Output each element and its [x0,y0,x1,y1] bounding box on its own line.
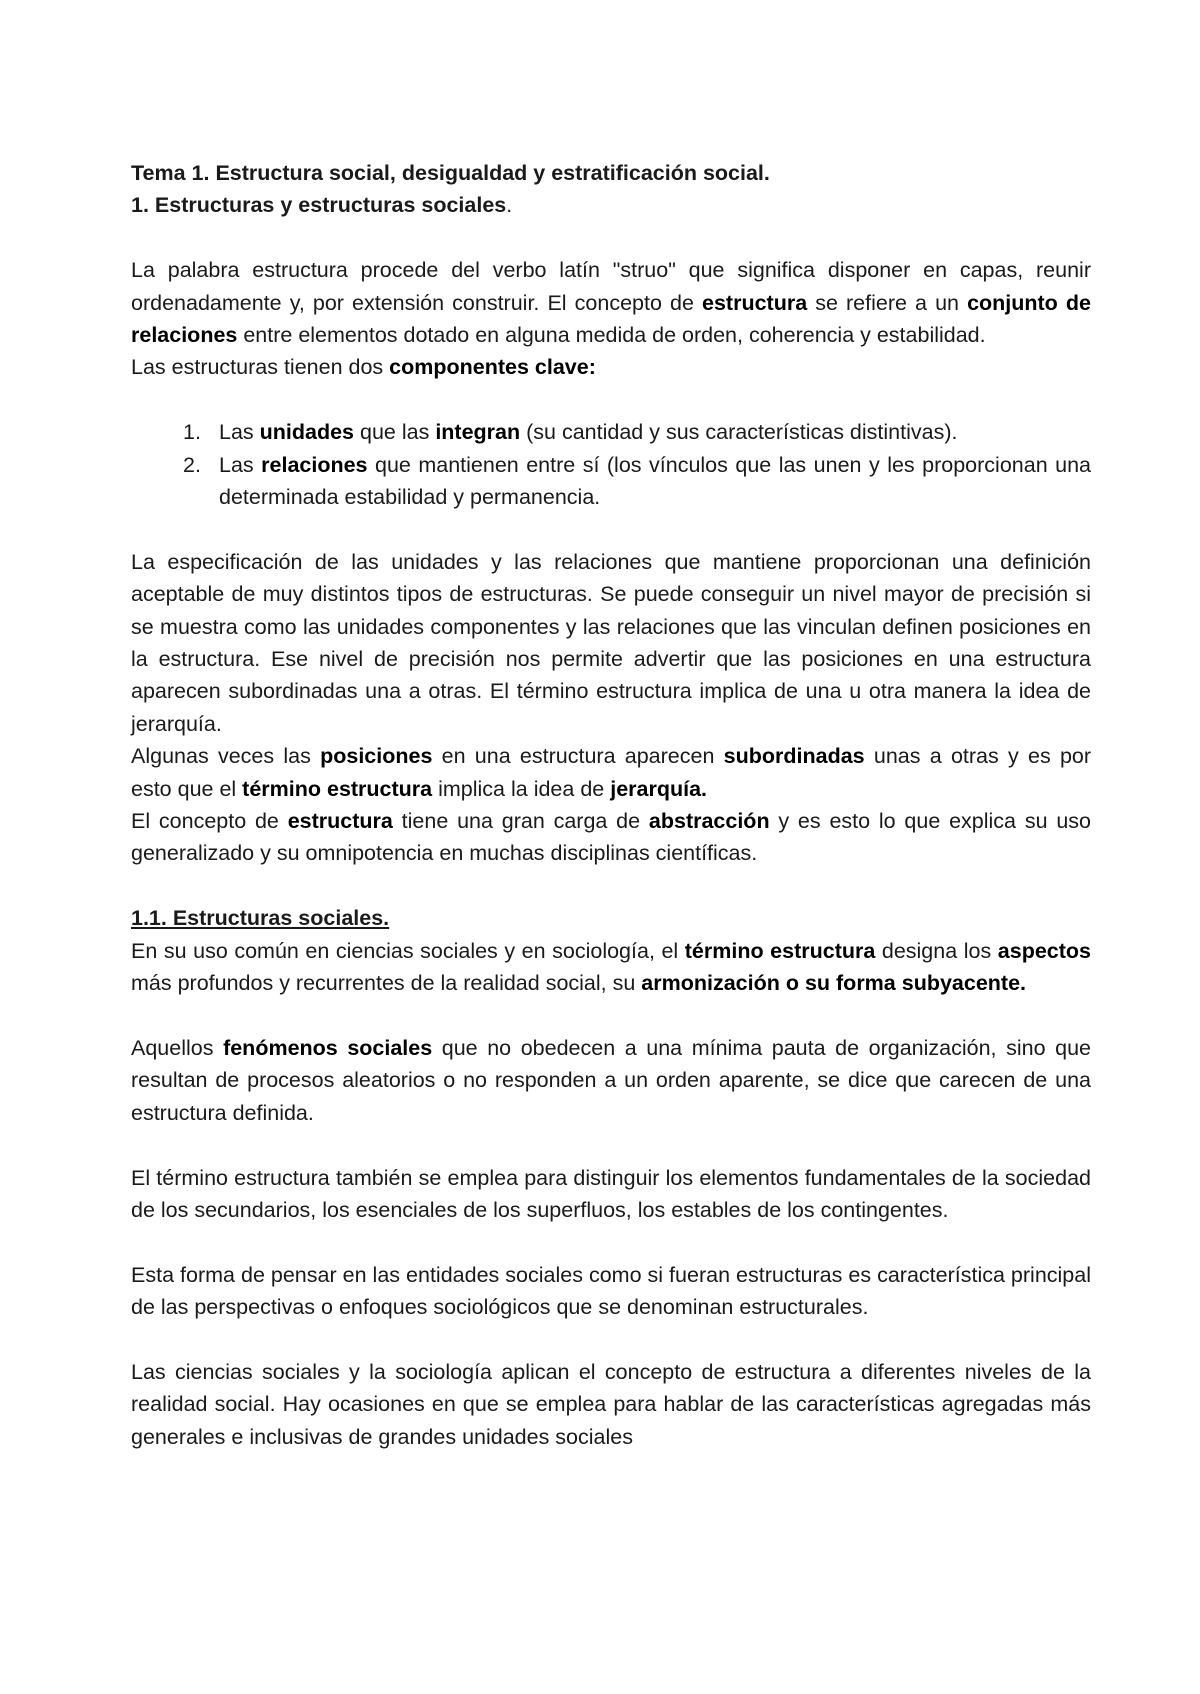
paragraph-niveles: Las ciencias sociales y la sociología aplican el concepto de estructura a diferentes niveles de la realidad social. Hay ocasiones en que se emplea para hablar de las características agregadas más generales e inclusivas de grandes unidades sociales [131,1359,1091,1449]
list-item: 2. Las relaciones que mantienen entre sí (los vínculos que las unen y les proporcionan una determinada estabilidad y permanencia. [183,452,1091,510]
paragraph-especificacion: La especificación de las unidades y las relaciones que mantiene proporcionan una definición aceptable de muy distintos tipos de estructuras. Se puede conseguir un nivel mayor de precisión si se muestra como las unidades componentes y las relaciones que las vinculan definen posiciones en la estructura. Ese nivel de precisión nos permite advertir que las posiciones en una estructura aparecen subordinadas una a otras. El término estructura implica de una u otra manera la idea de jerarquía. [131,549,1091,736]
list-item: 1. Las unidades que las integran (su cantidad y sus características distintivas). [183,420,958,445]
paragraph-abstraccion: El concepto de estructura tiene una gran carga de abstracción y es esto lo que explica su uso generalizado y su omnipotencia en muchas disciplinas científicas. [131,809,1091,866]
paragraph-componentes: Las estructuras tienen dos componentes clave: [131,355,596,380]
section-1-heading-text: 1. Estructuras y estructuras sociales [131,193,507,218]
document-body [131,157,1091,1453]
paragraph-estructura-definition: La palabra estructura procede del verbo latín "struo" que significa disponer en capas, reunir ordenadamente y, por extensión construir. El concepto de estructura se refiere a un conjunto de relaciones entre elementos dotado en alguna medida de orden, coherencia y estabilidad. [131,258,1091,348]
paragraph-perspectivas-estructurales: Esta forma de pensar en las entidades sociales como si fueran estructuras es característica principal de las perspectivas o enfoques sociológicos que se denominan estructurales. [131,1262,1091,1320]
paragraph-posiciones: Algunas veces las posiciones en una estructura aparecen subordinadas unas a otras y es por esto que el término estructura implica la idea de jerarquía. [131,744,1092,801]
section-1-heading [131,189,1091,221]
paragraph-fenomenos: Aquellos fenómenos sociales que no obedecen a una mínima pauta de organización, sino que resultan de procesos aleatorios o no responden a un orden aparente, se dice que carecen de una estructura definida. [131,1035,1091,1125]
section-1-heading-tail: . [506,193,513,218]
components-list [131,416,1091,513]
paragraph-uso-comun: En su uso común en ciencias sociales y en sociología, el término estructura designa los aspectos más profundos y recurrentes de la realidad social, su armonización o su forma subyacente. [131,938,1091,996]
document-title: Tema 1. Estructura social, desigualdad y estratificación social. [131,161,770,185]
section-1-1-heading: 1.1. Estructuras sociales. [131,906,390,931]
paragraph-elementos-fundamentales: El término estructura también se emplea para distinguir los elementos fundamentales de la sociedad de los secundarios, los esenciales de los superfluos, los estables de los contingentes. [131,1165,1091,1222]
